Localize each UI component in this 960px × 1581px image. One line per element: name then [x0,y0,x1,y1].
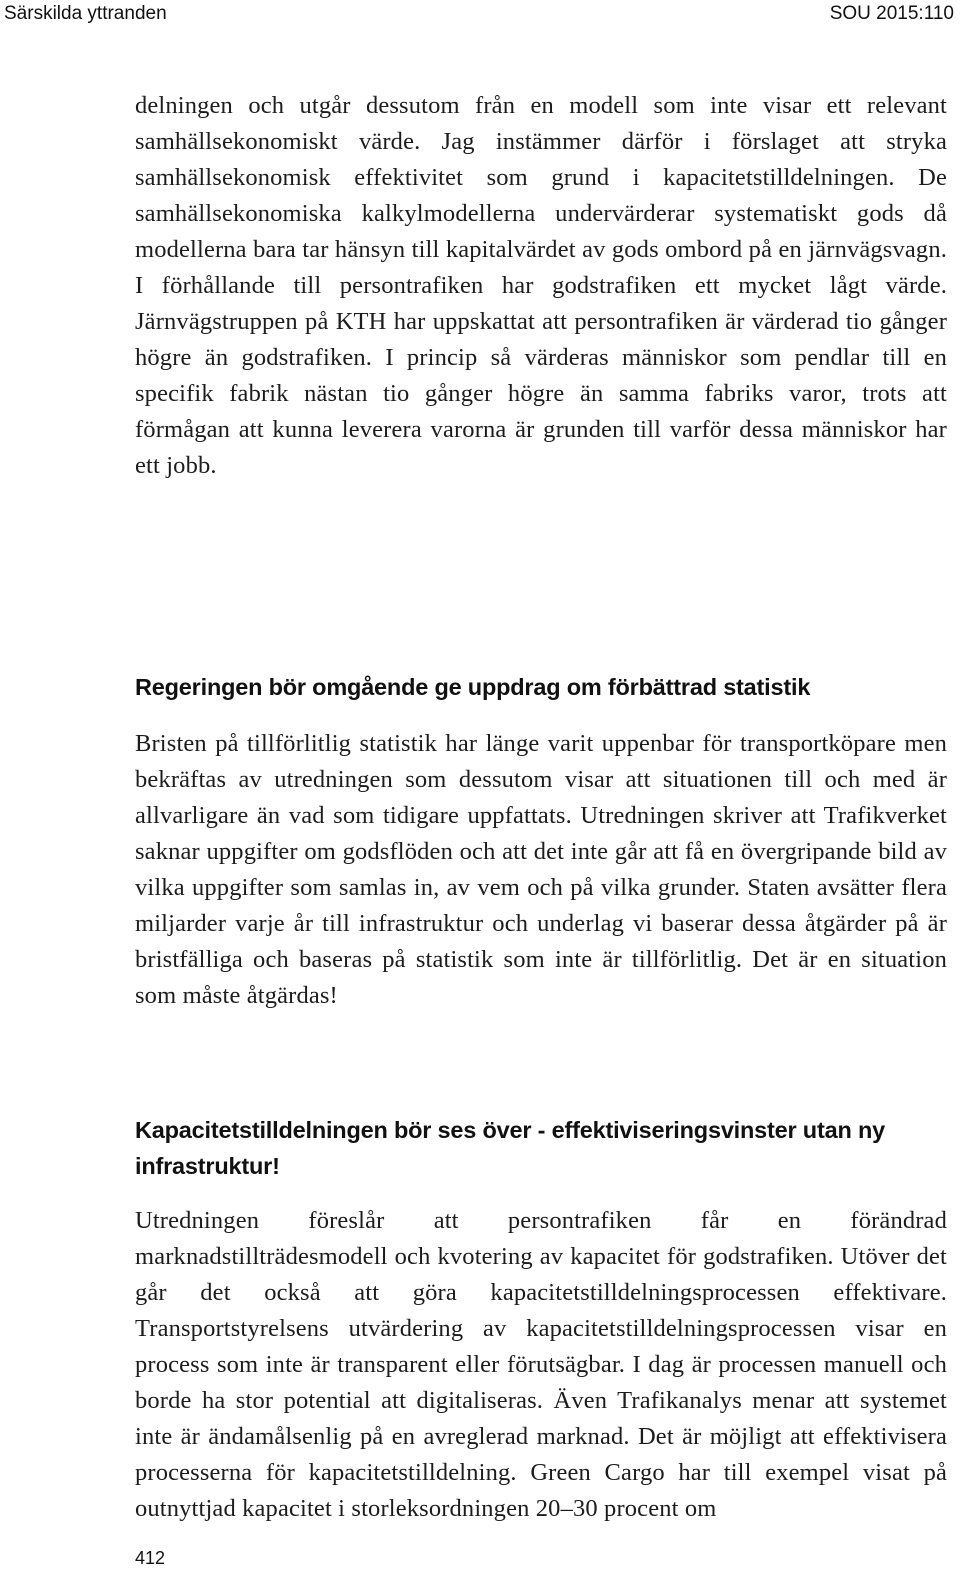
running-header [0,0,960,30]
section-title: Särskilda yttranden [4,3,167,24]
paragraph-kapacitet: Utredningen föreslår att persontrafiken får en förändrad marknadstillträdesmodell och kvotering av kapacitet för godstrafiken. Utöver det går det också att göra kapacitetstilldelningsprocessen effektivare. Transportstyrelsens utvärdering av kapacitetstilldelningsprocessen visar en process som inte är transparent eller förutsägbar. I dag är processen manuell och borde ha stor potential att digitaliseras. Även Trafikanalys menar att systemet inte är ändamålsenlig på en avreglerad marknad. Det är möjligt att effektivisera processerna för kapacitetstilldelning. Green Cargo har till exempel visat på outnyttjad kapacitet i storleksordningen 20–30 procent om [135,1207,947,1522]
heading-statistik: Regeringen bör omgående ge uppdrag om förbättrad statistik [135,674,811,700]
heading-kapacitet: Kapacitetstilldelningen bör ses över - effektiviseringsvinster utan ny infrastruktur! [135,1117,885,1179]
page-number: 412 [135,1548,166,1568]
paragraph-continued: delningen och utgår dessutom från en modell som inte visar ett relevant samhällsekonomiskt värde. Jag instämmer därför i förslaget att stryka samhällsekonomisk effektivitet som grund i kapacitetstilldelningen. De samhällsekonomiska kalkylmodellerna undervärderar systematiskt gods då modellerna bara tar hänsyn till kapitalvärdet av gods ombord på en järnvägsvagn. I förhållande till persontrafiken har godstrafiken ett mycket lågt värde. Järnvägstruppen på KTH har uppskattat att persontrafiken är värderad tio gånger högre än godstrafiken. I princip så värderas människor som pendlar till en specifik fabrik nästan tio gånger högre än samma fabriks varor, trots att förmågan att kunna leverera varorna är grunden till varför dessa människor har ett jobb. [135,92,947,479]
paragraph-statistik: Bristen på tillförlitlig statistik har länge varit uppenbar för transportköpare men bekräftas av utredningen som dessutom visar att situationen till och med är allvarligare än vad som tidigare uppfattats. Utredningen skriver att Trafikverket saknar uppgifter om godsflöden och att det inte går att få en övergripande bild av vilka uppgifter som samlas in, av vem och på vilka grunder. Staten avsätter flera miljarder varje år till infrastruktur och underlag vi baserar dessa åtgärder på är bristfälliga och baseras på statistik som inte är tillförlitlig. Det är en situation som måste åtgärdas! [135,730,947,1009]
document-reference: SOU 2015:110 [829,3,954,24]
